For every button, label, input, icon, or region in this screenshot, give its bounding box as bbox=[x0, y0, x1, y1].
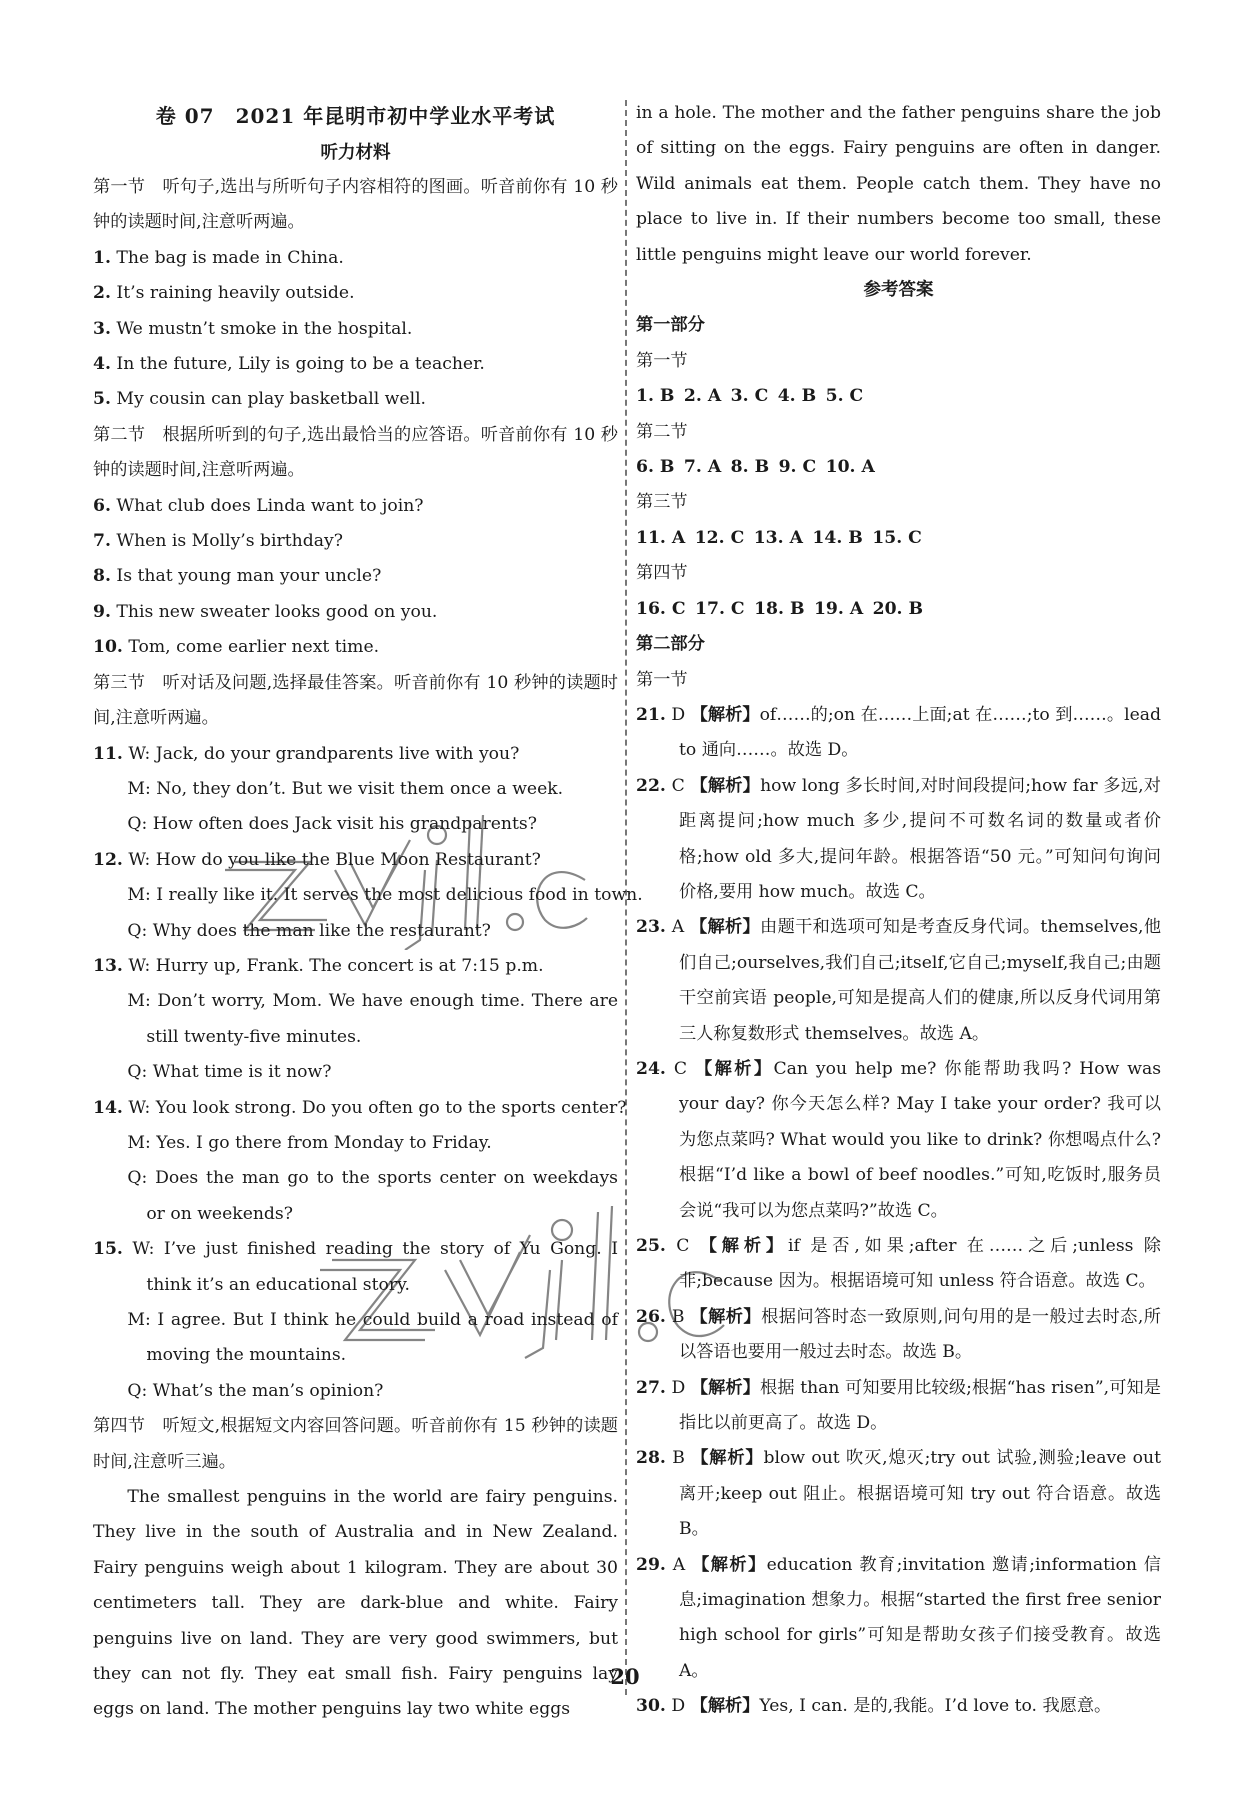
dialog-14: 14. W: You look strong. Do you often go to the sports center? M: Yes. I go there from Monday to Friday. Q: Does the man go to the sports center on weekdays or on weekends? bbox=[93, 1097, 627, 1224]
dialog-12: 12. W: How do you like the Blue Moon Restaurant? M: I really like it. It serves the most delicious food in town. Q: Why does the man like the restaurant? bbox=[93, 849, 643, 941]
list-item: 9. This new sweater looks good on you. bbox=[93, 601, 438, 622]
dialog-13: 13. W: Hurry up, Frank. The concert is at 7:15 p.m. M: Don’t worry, Mom. We have enough time. There are still twenty-five minutes. Q: What time is it now? bbox=[93, 955, 618, 1083]
list-item: 1. The bag is made in China. bbox=[93, 247, 344, 268]
list-item: 10. Tom, come earlier next time. bbox=[93, 637, 380, 658]
answer-row: 16. C 17. C 18. B 19. A 20. B bbox=[636, 598, 924, 619]
dialog-15: 15. W: I’ve just finished reading the story of Yu Gong. I think it’s an educational story. M: I agree. But I think he could build a road instead of moving the mountains. Q: What’s the man’s opinion? bbox=[93, 1239, 618, 1401]
part2-heading: 第二部分 bbox=[636, 634, 705, 655]
list-item: 3. We mustn’t smoke in the hospital. bbox=[93, 318, 413, 339]
passage-part1: The smallest penguins in the world are fairy penguins. They live in the south of Australia and in New Zealand. Fairy penguins weigh about 1 kilogram. They are about 30 centimeters tall. They are dark-blue and white. Fairy penguins live on land. They are very good swimmers, but they can not fly. They eat small fish. Fairy penguins lay eggs on land. The mother penguins lay two white eggs bbox=[93, 1487, 618, 1720]
section2-instructions: 第二节 根据所听到的句子,选出最恰当的应答语。听音前你有 10 秒钟的读题时间,注意听两遍。 bbox=[93, 424, 618, 481]
list-item: 5. My cousin can play basketball well. bbox=[93, 389, 427, 410]
section1-list bbox=[93, 241, 618, 418]
list-item: 7. When is Molly’s birthday? bbox=[93, 531, 343, 552]
answer-row: 1. B 2. A 3. C 4. B 5. C bbox=[636, 386, 864, 407]
part1-section4: 第四节 16. C 17. C 18. B 19. A 20. B bbox=[636, 556, 1161, 627]
list-item: 2. It’s raining heavily outside. bbox=[93, 283, 355, 304]
part1-heading: 第一部分 bbox=[636, 315, 705, 336]
answer-row: 11. A 12. C 13. A 14. B 15. C bbox=[636, 527, 922, 548]
left-column bbox=[93, 96, 643, 1728]
explanation-item: 22. C 【解析】how long 多长时间,对时间段提问;how far 多远,对距离提问;how much 多少,提问不可数名词的数量或者价格;how old 多大,提问年龄。根据答语“50 元。”可知问句询问价格,要用 how much。故选 C。 bbox=[636, 775, 1161, 902]
answer-row: 6. B 7. A 8. B 9. C 10. A bbox=[636, 457, 875, 478]
explanation-item: 30. D 【解析】Yes, I can. 是的,我能。I’d love to. 我愿意。 bbox=[636, 1696, 1112, 1717]
explanation-item: 29. A 【解析】education 教育;invitation 邀请;information 信息;imagination 想象力。根据“started the first free senior high school for girls”可知是帮助女孩子们接受教育。故选 A。 bbox=[636, 1554, 1161, 1681]
exam-title: 卷 07 2021 年昆明市初中学业水平考试 bbox=[155, 104, 556, 128]
explanations-list bbox=[636, 698, 1161, 1725]
passage-part2: in a hole. The mother and the father penguins share the job of sitting on the eggs. Fairy penguins are often in danger. Wild animals eat them. People catch them. They have no place to live in. If their numbers become too small, these little penguins might leave our world forever. bbox=[636, 103, 1161, 265]
section1-instructions: 第一节 听句子,选出与所听句子内容相符的图画。听音前你有 10 秒钟的读题时间,注意听两遍。 bbox=[93, 177, 618, 233]
part2-section1-heading: 第一节 bbox=[636, 669, 688, 690]
section2-list bbox=[93, 489, 618, 666]
explanation-item: 24. C 【解析】Can you help me? 你能帮助我吗? How was your day? 你今天怎么样? May I take your order? 我可以为您点菜吗? What would you like to drink? 你想喝点什么? 根据“I’d like a bowl of beef noodles.”可知,吃饭时,服务员会说“我可以为您点菜吗?”故选 C。 bbox=[636, 1058, 1162, 1221]
explanation-item: 21. D 【解析】of……的;on 在……上面;at 在……;to 到……。lead to 通向……。故选 D。 bbox=[636, 704, 1161, 761]
answers-heading: 参考答案 bbox=[863, 280, 934, 301]
right-column bbox=[636, 96, 1161, 1725]
part1-section1: 第一节 1. B 2. A 3. C 4. B 5. C bbox=[636, 344, 1161, 415]
explanation-item: 28. B 【解析】blow out 吹灭,熄灭;try out 试验,测验;leave out 离开;keep out 阻止。根据语境可知 try out 符合语意。故选 B。 bbox=[636, 1448, 1161, 1540]
explanation-item: 25. C 【解析】if 是否,如果;after 在……之后;unless 除非;because 因为。根据语境可知 unless 符合语意。故选 C。 bbox=[636, 1236, 1161, 1292]
explanation-item: 27. D 【解析】根据 than 可知要用比较级;根据“has risen”,可知是指比以前更高了。故选 D。 bbox=[636, 1377, 1161, 1434]
explanation-item: 23. A 【解析】由题干和选项可知是考查反身代词。themselves,他们自己;ourselves,我们自己;itself,它自己;myself,我自己;由题干空前宾语 people,可知是提高人们的健康,所以反身代词用第三人称复数形式 themselves。故选 A。 bbox=[636, 917, 1162, 1044]
explanation-item: 26. B 【解析】根据问答时态一致原则,问句用的是一般过去时态,所以答语也要用一般过去时态。故选 B。 bbox=[636, 1306, 1161, 1363]
list-item: 4. In the future, Lily is going to be a teacher. bbox=[93, 354, 485, 375]
listening-material-heading: 听力材料 bbox=[320, 143, 391, 163]
dialog-11: 11. W: Jack, do your grandparents live with you? M: No, they don’t. But we visit them once a week. Q: How often does Jack visit his grandparents? bbox=[93, 743, 564, 835]
list-item: 6. What club does Linda want to join? bbox=[93, 495, 424, 516]
part1-section3: 第三节 11. A 12. C 13. A 14. B 15. C bbox=[636, 485, 1161, 556]
page-number: 20 bbox=[610, 1664, 640, 1689]
part1-section2: 第二节 6. B 7. A 8. B 9. C 10. A bbox=[636, 415, 1161, 486]
section3-instructions: 第三节 听对话及问题,选择最佳答案。听音前你有 10 秒钟的读题时间,注意听两遍。 bbox=[93, 672, 618, 729]
section4-instructions: 第四节 听短文,根据短文内容回答问题。听音前你有 15 秒钟的读题时间,注意听三遍。 bbox=[93, 1416, 618, 1472]
list-item: 8. Is that young man your uncle? bbox=[93, 566, 382, 587]
